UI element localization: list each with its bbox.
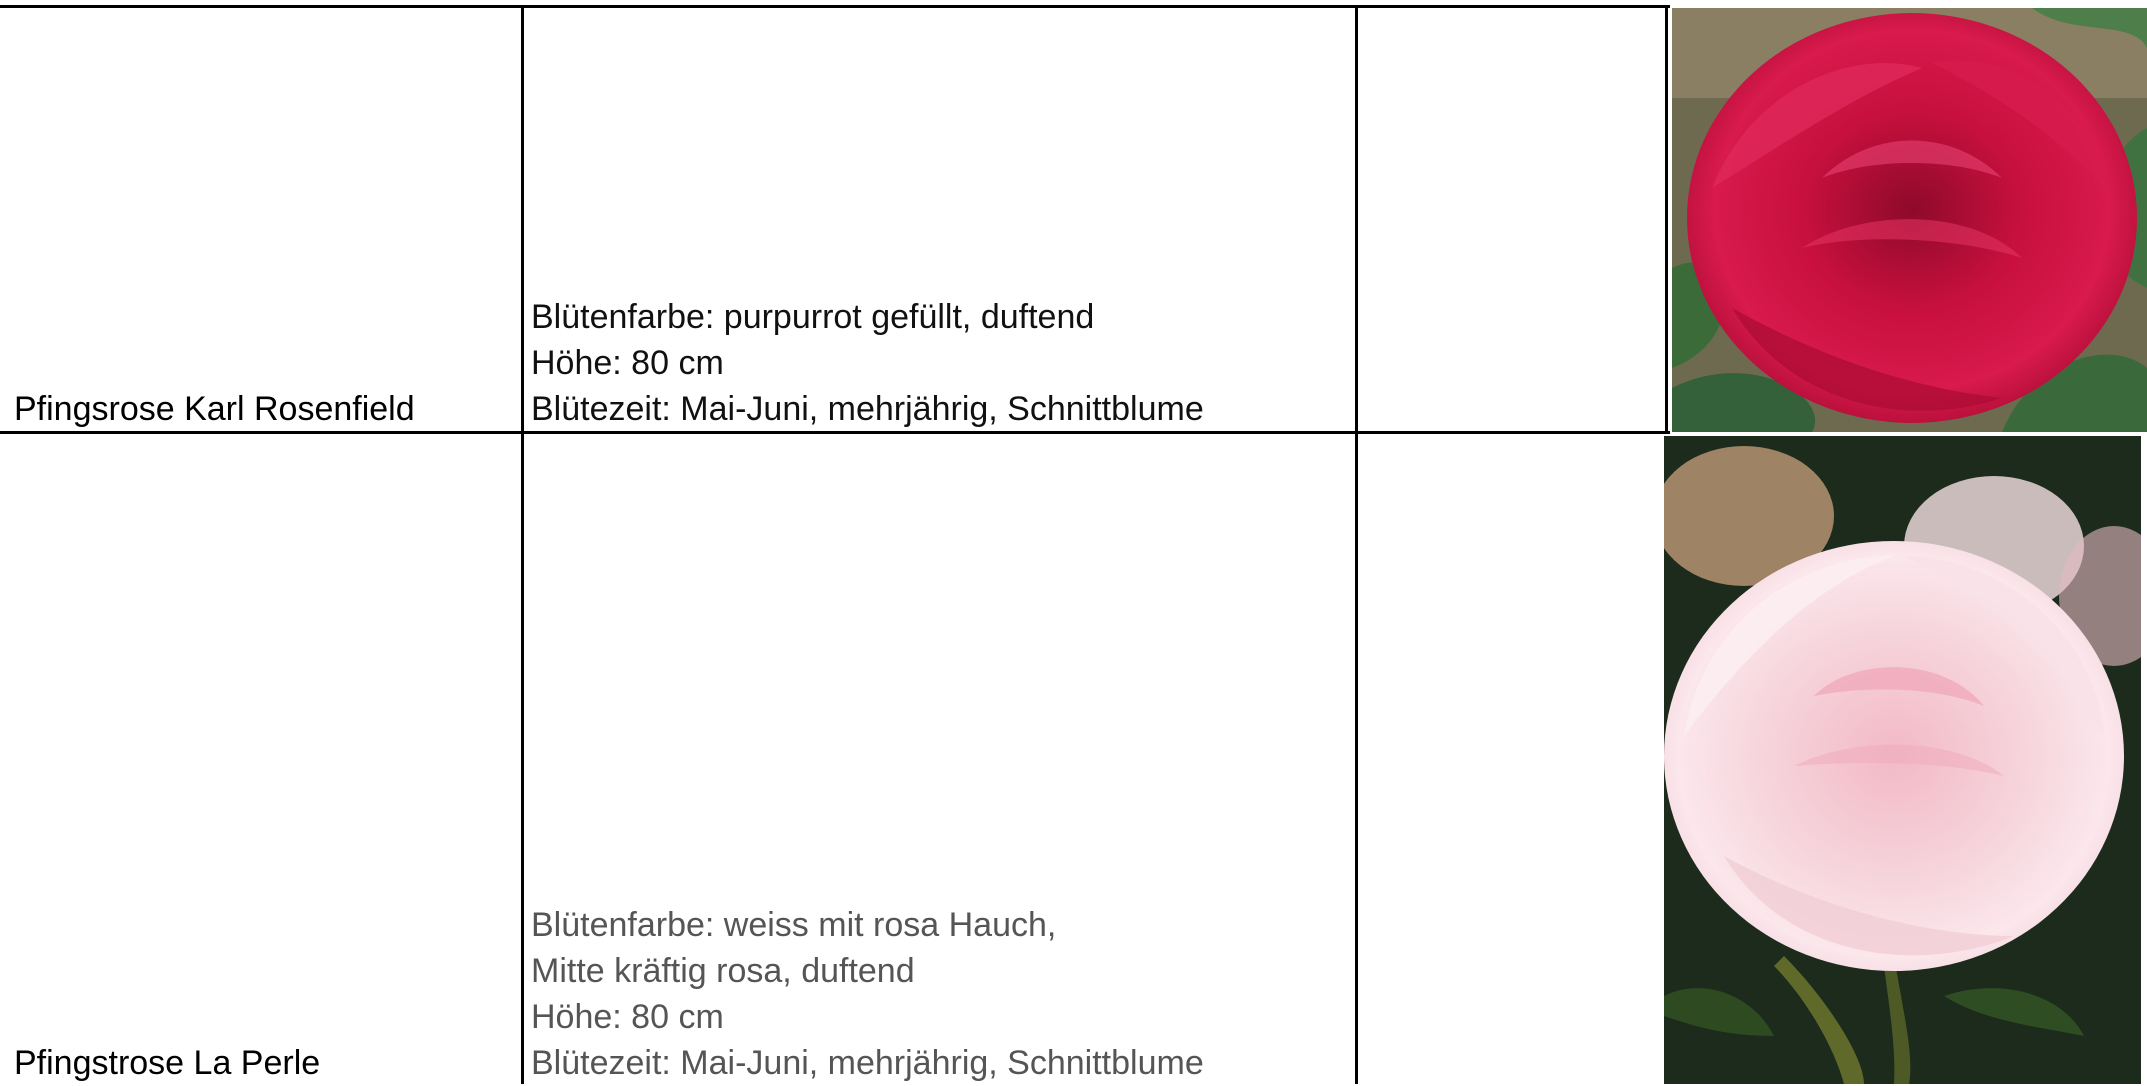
row-2-description-line-1: Blütenfarbe: weiss mit rosa Hauch, <box>531 906 1057 944</box>
row-2-description-line-3: Höhe: 80 cm <box>531 998 724 1036</box>
row-2-description-line-2: Mitte kräftig rosa, duftend <box>531 952 915 990</box>
row-1-description-line-2: Höhe: 80 cm <box>531 344 724 382</box>
red-peony-photo <box>1672 8 2147 432</box>
column-border-2 <box>1355 5 1358 1084</box>
row-2-description-line-4: Blütezeit: Mai-Juni, mehrjährig, Schnittblume <box>531 1044 1204 1082</box>
pink-peony-photo <box>1664 436 2141 1084</box>
row-1-description <box>531 294 1204 432</box>
column-border-3 <box>1665 5 1668 433</box>
column-border-1 <box>521 5 524 1084</box>
row-2-plant-name: Pfingstrose La Perle <box>14 1044 321 1082</box>
row-2-description <box>531 902 1204 1086</box>
row-border-top <box>0 5 1670 8</box>
row-1-plant-name: Pfingsrose Karl Rosenfield <box>14 390 415 428</box>
row-1-description-line-3: Blütezeit: Mai-Juni, mehrjährig, Schnittblume <box>531 390 1204 428</box>
row-1-description-line-1: Blütenfarbe: purpurrot gefüllt, duftend <box>531 298 1095 336</box>
